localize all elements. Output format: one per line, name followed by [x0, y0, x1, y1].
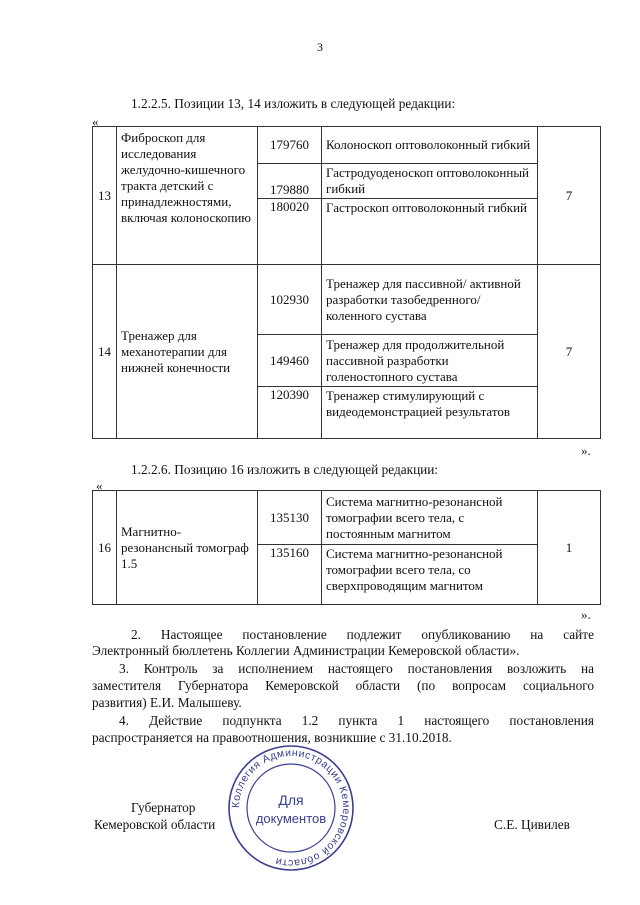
item-code: 102930	[258, 265, 322, 335]
paragraph-4-line-2: распространяется на правоотношения, возникшие с 31.10.2018.	[92, 730, 452, 745]
quantity: 7	[538, 265, 601, 439]
positions-table-13-14	[92, 126, 601, 439]
paragraph-4-line-1: 4. Действие подпункта 1.2 пункта 1 настоящего постановления	[119, 713, 594, 728]
row-number: 13	[93, 127, 117, 265]
item-name: Гастроскоп оптоволоконный гибкий	[322, 199, 538, 265]
item-name: Тренажер стимулирующий с видеодемонстрацией результатов	[322, 387, 538, 439]
item-name: Система магнитно-резонансной томографии всего тела, с постоянным магнитом	[322, 491, 538, 545]
open-quote-1: «	[92, 114, 99, 129]
item-code: 135130	[258, 491, 322, 545]
quantity: 1	[538, 491, 601, 605]
item-name: Тренажер для пассивной/ активной разработки тазобедренного/коленного сустава	[322, 265, 538, 335]
open-quote-2: «	[96, 478, 103, 493]
item-code: 135160	[258, 545, 322, 605]
svg-text:документов: документов	[255, 811, 327, 826]
table-row	[93, 491, 601, 545]
item-code: 180020	[258, 199, 322, 265]
paragraph-3-line-2: заместителя Губернатора Кемеровской области (по вопросам социального	[92, 678, 594, 693]
item-code: 120390	[258, 387, 322, 439]
close-quote-2: ».	[581, 607, 591, 622]
item-code: 179760	[258, 127, 322, 164]
table-row	[93, 265, 601, 335]
seal-stamp-icon	[226, 743, 356, 873]
svg-text:Для: Для	[278, 792, 304, 808]
signatory-title-line-1: Губернатор	[131, 800, 196, 815]
signatory-name: С.Е. Цивилев	[494, 817, 570, 832]
paragraph-2-line-2: Электронный бюллетень Коллегии Администрации Кемеровской области».	[92, 643, 520, 658]
section-heading-2: 1.2.2.6. Позицию 16 изложить в следующей редакции:	[131, 462, 439, 477]
paragraph-3-line-3: развития) Е.И. Малышеву.	[92, 695, 242, 710]
paragraph-2-line-1: 2. Настоящее постановление подлежит опубликованию на сайте	[131, 627, 594, 642]
item-name: Гастродуоденоскоп оптоволоконный гибкий	[322, 164, 538, 199]
item-name: Колоноскоп оптоволоконный гибкий	[322, 127, 538, 164]
row-number: 14	[93, 265, 117, 439]
position-name: Магнитно-резонансный томограф 1.5	[117, 491, 258, 605]
item-name: Система магнитно-резонансной томографии всего тела, со сверхпроводящим магнитом	[322, 545, 538, 605]
paragraph-3-line-1: 3. Контроль за исполнением настоящего постановления возложить на	[119, 661, 594, 676]
item-code: 149460	[258, 335, 322, 387]
svg-text:Коллегия Администрации Кемеров: Коллегия Администрации Кемеровской области	[229, 746, 353, 870]
position-name: Фиброскоп для исследования желудочно-кишечного тракта детский с принадлежностями, включая колоноскопию	[117, 127, 258, 265]
item-code: 179880	[258, 164, 322, 199]
quantity: 7	[538, 127, 601, 265]
close-quote-1: ».	[581, 443, 591, 458]
page-number: 3	[317, 40, 323, 54]
section-heading-1: 1.2.2.5. Позиции 13, 14 изложить в следующей редакции:	[131, 96, 456, 111]
item-name: Тренажер для продолжительной пассивной разработки голеностопного сустава	[322, 335, 538, 387]
position-name: Тренажер для механотерапии для нижней конечности	[117, 265, 258, 439]
signatory-title-line-2: Кемеровской области	[94, 817, 216, 832]
table-row	[93, 127, 601, 164]
row-number: 16	[93, 491, 117, 605]
positions-table-16	[92, 490, 601, 605]
